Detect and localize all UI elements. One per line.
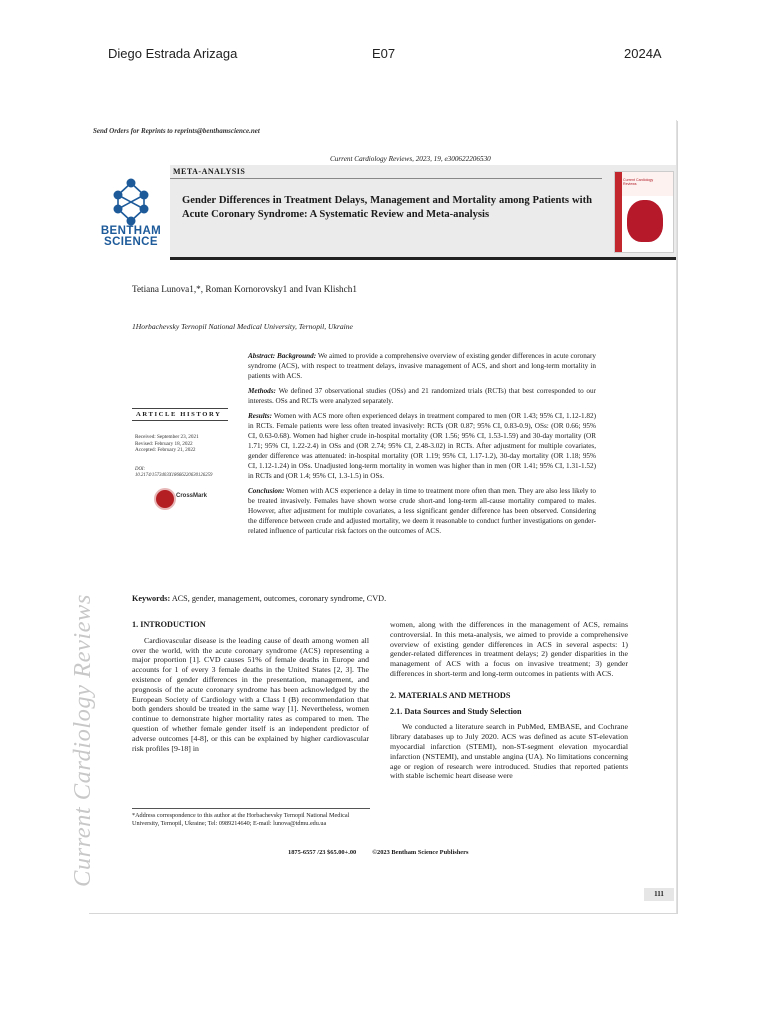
page-number: 111 xyxy=(644,888,674,901)
introduction-text: Cardiovascular disease is the leading cause of death among women all over the world, with the acute coronary syndrome (ACS) representing a major proportion [1]. CVD causes 51% of female deaths in Europe and accounts for 1 of every 3 female deaths in the United States [2, 3]. The existence of gender differences in the presentation, management, and prognosis of the acute coronary syndrome has been acknowledged by the European Society of Cardiology with a Class I (B) recommendation that both genders should be treated in the same way [1]. Nevertheless, women continue to demonstrate higher mortality rates as compared to men. The question of whether female gender itself is an independent predictor of adverse outcomes [4-8], or this can be explained by higher cardiovascular risk profiles [9-18] in xyxy=(132,635,369,753)
doi xyxy=(135,467,275,479)
header-code: E07 xyxy=(372,46,396,61)
abstract-conclusion: Women with ACS experience a delay in time to treatment more often than men. They are also less likely to be treated invasively. Females have shown worse crude short-and long-term all-cause mortality compared to males. However, after adjustment for multiple covariates, a less significant gender difference has been observed. Considering the difference between crude and adjusted mortality, we deem it reasonable to conduct further investigations on gender-related influence of particular risk factors on the outcomes of ACS. xyxy=(248,487,596,535)
cover-title: Current Cardiology Reviews xyxy=(623,178,654,186)
received-date: Received: September 23, 2021 xyxy=(135,434,199,440)
affiliation: 1Horbachevsky Ternopil National Medical University, Ternopil, Ukraine xyxy=(132,322,353,331)
methods-text: We conducted a literature search in PubMed, EMBASE, and Cochrane library databases up to July 2020. ACS was defined as acute ST-elevation myocardial infarction (STEMI), non-ST-segment elevation myocardial infarction (NSTEMI), and unstable angina (UA). No limitations concerning age or region of research were introduced. Studies that reported patients with stable ischemic heart disease were xyxy=(390,722,628,781)
authors: Tetiana Lunova1,*, Roman Kornorovsky1 and Ivan Klishch1 xyxy=(132,284,357,294)
header-year: 2024A xyxy=(624,46,662,61)
heart-image xyxy=(627,200,663,242)
journal-cover-thumbnail xyxy=(614,171,674,253)
crossmark-label[interactable]: CrossMark xyxy=(176,493,208,499)
background-label: Abstract: Background: xyxy=(248,352,317,360)
side-journal-title: Current Cardiology Reviews xyxy=(69,594,96,887)
accepted-date: Accepted: February 21, 2022 xyxy=(135,447,196,453)
article-history-title: ARTICLE HISTORY xyxy=(136,411,222,418)
revised-date: Revised: February 18, 2022 xyxy=(135,440,193,447)
bentham-logo-text: BENTHAM SCIENCE xyxy=(100,225,162,248)
abstract-methods: We defined 37 observational studies (OSs) and 21 randomized trials (RCTs) that best corresponded to our interests. OSs and RCTs were analyzed separately. xyxy=(248,387,597,405)
article-history xyxy=(132,408,228,421)
right-column xyxy=(390,620,628,781)
title-banner xyxy=(170,165,676,260)
keywords xyxy=(132,594,386,603)
right-column-text: women, along with the differences in the management of ACS, remains controversial. In this meta-analysis, we aimed to provide a comprehensive overview of existing gender differences in ACS in several aspects: 1) gender-related differences in treatment delays; 2) gender disparities in the management of ACS with a focus on invasive treatment; 3) gender differences in short-term and long-term outcomes in patients with ACS. xyxy=(390,620,628,678)
introduction-heading: 1. INTRODUCTION xyxy=(132,620,206,629)
keywords-list: ACS, gender, management, outcomes, coronary syndrome, CVD. xyxy=(171,594,387,603)
abstract xyxy=(248,351,596,541)
abstract-background: We aimed to provide a comprehensive overview of existing gender differences in acute coronary syndrome (ACS), with respect to treatment delays, invasive management of ACS, and short and long-term mortality in patients with ACS. xyxy=(248,352,596,380)
methods-label: Methods: xyxy=(248,387,276,395)
left-column xyxy=(132,620,369,753)
doi-value: 10.2174/1573403X18666220630126259 xyxy=(135,473,213,478)
methods-subheading: 2.1. Data Sources and Study Selection xyxy=(390,706,522,716)
journal-reference: Current Cardiology Reviews, 2023, 19, e300622206530 xyxy=(330,155,491,163)
crossmark-icon[interactable] xyxy=(154,488,176,510)
conclusion-label: Conclusion: xyxy=(248,487,285,495)
results-label: Results: xyxy=(248,412,272,420)
issn-copyright: 1875-6557 /23 $65.00+.00 ©2023 Bentham Science Publishers xyxy=(288,849,469,856)
abstract-results: Women with ACS more often experienced delays in treatment compared to men (OR 1.43; 95% CI, 1.12-1.82) in RCTs. Female patients were less often treated invasively: RCTs (OR 0.87; 95% CI, 0.83-0.9), OSs: (OR 0.66; 95% CI, 0.63-0.68). Women had higher crude in-hospital mortality (OR 1.56; 95% CI, 1.53-1.59) and 30-day mortality (OR 1.71; 95% CI, 1.22-2.4) in OSs and (OR 2.74; 95% CI, 2.48-3.02) in RCTs. After adjustment for multiple covariates, gender difference was attenuated: in-hospital mortality (OR 1.19; 95% CI, 1.17-1.2), 30-day mortality (OR 1.18; 95% CI, 1.12-1.24) in OSs. Unadjusted long-term mortality in women was higher than in men (OR 1.41; 95% CI, 1.31-1.52) in RCTs and (OR 1.4; 95% CI, 1.3-1.5) in OSs. xyxy=(248,412,596,480)
paper-page xyxy=(69,120,677,913)
reprint-note: Send Orders for Reprints to reprints@benthamscience.net xyxy=(93,127,260,135)
methods-heading: 2. MATERIALS AND METHODS xyxy=(390,690,511,700)
correspondence-footnote: *Address correspondence to this author at the Horbachevsky Ternopil National Medical University, Ternopil, Ukraine; Tel: 0989214640; E-mail: lunova@tdmu.edu.ua xyxy=(132,808,370,828)
doi-label: DOI: xyxy=(135,467,146,472)
history-dates xyxy=(135,434,199,454)
article-title: Gender Differences in Treatment Delays, Management and Mortality among Patients with Acute Coronary Syndrome: A Systematic Review and Meta-analysis xyxy=(182,195,592,220)
article-type: META-ANALYSIS xyxy=(173,167,246,176)
keywords-label: Keywords: xyxy=(132,594,171,603)
header-author: Diego Estrada Arizaga xyxy=(108,46,238,61)
banner-divider xyxy=(170,178,602,179)
